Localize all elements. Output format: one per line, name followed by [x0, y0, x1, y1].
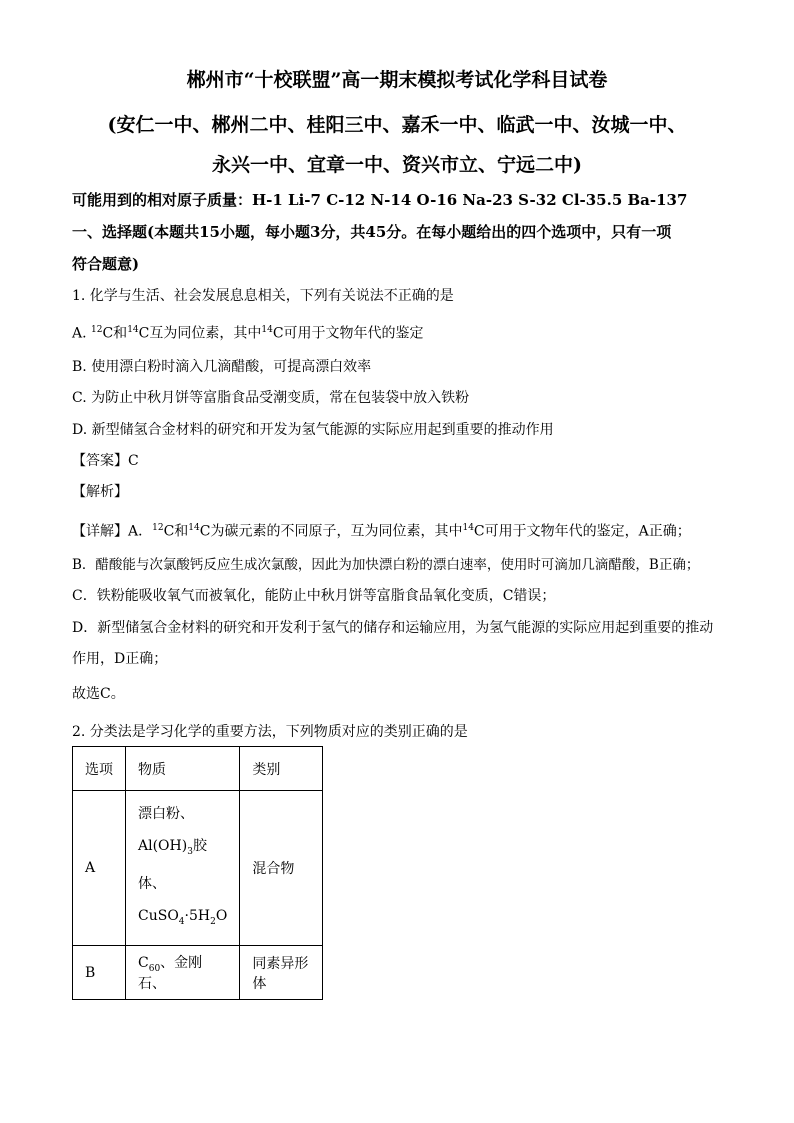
table-header-row	[73, 747, 323, 791]
row-a-option: A	[73, 791, 126, 946]
analysis-label: 【解析】	[72, 484, 128, 500]
subscript: 60	[148, 963, 161, 974]
q1-stem: 1. 化学与生活、社会发展息息相关，下列有关说法不正确的是	[72, 288, 454, 304]
formula-part: 、金刚石、	[138, 954, 203, 993]
substance-line: 体、	[138, 876, 166, 892]
q1-option-a-text3: C可用于文物年代的鉴定	[272, 325, 424, 342]
subscript: 2	[210, 916, 216, 927]
exam-title: 郴州市“十校联盟”高一期末模拟考试化学科目试卷	[186, 69, 608, 91]
header-substance: 物质	[126, 747, 240, 791]
exam-subtitle-line2: 永兴一中、宜章一中、资兴市立、宁远二中)	[212, 154, 582, 176]
section-heading-line1: 一、选择题(本题共15小题，每小题3分，共45分。在每小题给出的四个选项中，只有一项	[72, 223, 672, 241]
substance-line	[138, 830, 227, 868]
formula-part: C	[138, 954, 149, 971]
detail-text1: C和	[163, 523, 189, 540]
formula-part: ·5H	[184, 908, 211, 924]
formula-part: Al(OH)	[138, 838, 188, 855]
substance-line: 漂白粉、	[138, 806, 194, 823]
detail-prefix: 【详解】A．	[72, 523, 153, 540]
answer-label: 【答案】	[72, 453, 128, 469]
detail-a	[72, 518, 691, 542]
q2-stem: 2. 分类法是学习化学的重要方法，下列物质对应的类别正确的是	[72, 724, 468, 740]
header-option: 选项	[73, 747, 126, 791]
q1-option-a-text2: C互为同位素，其中	[138, 325, 262, 342]
mass-number: 12	[91, 325, 103, 335]
detail-d-line2: 作用，D正确；	[72, 651, 168, 667]
row-a-substance	[126, 791, 240, 946]
q1-option-a	[72, 320, 424, 344]
q1-option-a-text1: C和	[102, 325, 128, 342]
detail-c: C．铁粉能吸收氧气而被氧化，能防止中秋月饼等富脂食品氧化变质，C错误；	[72, 588, 556, 604]
q1-option-a-prefix: A.	[72, 325, 92, 342]
detail-b: B．醋酸能与次氯酸钙反应生成次氯酸，因此为加快漂白粉的漂白速率，使用时可滴加几滴醋酸，B正确；	[72, 557, 700, 573]
q1-option-b: B. 使用漂白粉时滴入几滴醋酸，可提高漂白效率	[72, 359, 372, 375]
formula-part: O	[215, 908, 228, 924]
row-b-option: B	[73, 946, 126, 1000]
detail-d-line1: D．新型储氢合金材料的研究和开发利于氢气的储存和运输应用，为氢气能源的实际应用起到重要的推动	[72, 620, 714, 636]
mass-number: 12	[152, 523, 164, 533]
substance-line	[138, 900, 227, 938]
formula-part: 胶	[192, 838, 207, 855]
exam-subtitle-line1: (安仁一中、郴州二中、桂阳三中、嘉禾一中、临武一中、汝城一中、	[107, 114, 687, 136]
mass-number: 14	[462, 523, 474, 533]
row-a-category: 混合物	[240, 791, 323, 946]
subscript: 4	[178, 916, 185, 927]
mass-number: 14	[261, 325, 273, 335]
detail-text3: C可用于文物年代的鉴定，A正确；	[473, 523, 691, 540]
atomic-masses: 可能用到的相对原子质量：H-1 Li-7 C-12 N-14 O-16 Na-23 S-32 Cl-35.5 Ba-137	[72, 191, 688, 209]
table-row	[73, 791, 323, 946]
q1-option-c: C. 为防止中秋月饼等富脂食品受潮变质，常在包装袋中放入铁粉	[72, 390, 470, 406]
detail-text2: C为碳元素的不同原子，互为同位素，其中	[199, 523, 463, 540]
mass-number: 14	[188, 523, 200, 533]
mass-number: 14	[127, 325, 139, 335]
section-heading-line2: 符合题意)	[72, 255, 140, 273]
row-b-substance	[126, 946, 240, 1000]
conclusion: 故选C。	[72, 686, 125, 702]
table-row	[73, 946, 323, 1000]
classification-table	[72, 746, 323, 1000]
row-b-category: 同素异形体	[240, 946, 323, 1000]
subscript: 3	[187, 847, 193, 857]
q1-option-d: D. 新型储氢合金材料的研究和开发为氢气能源的实际应用起到重要的推动作用	[72, 422, 554, 438]
header-category: 类别	[240, 747, 323, 791]
q1-answer	[72, 451, 139, 471]
formula-part: CuSO	[138, 908, 179, 924]
answer-value: C	[128, 453, 139, 469]
